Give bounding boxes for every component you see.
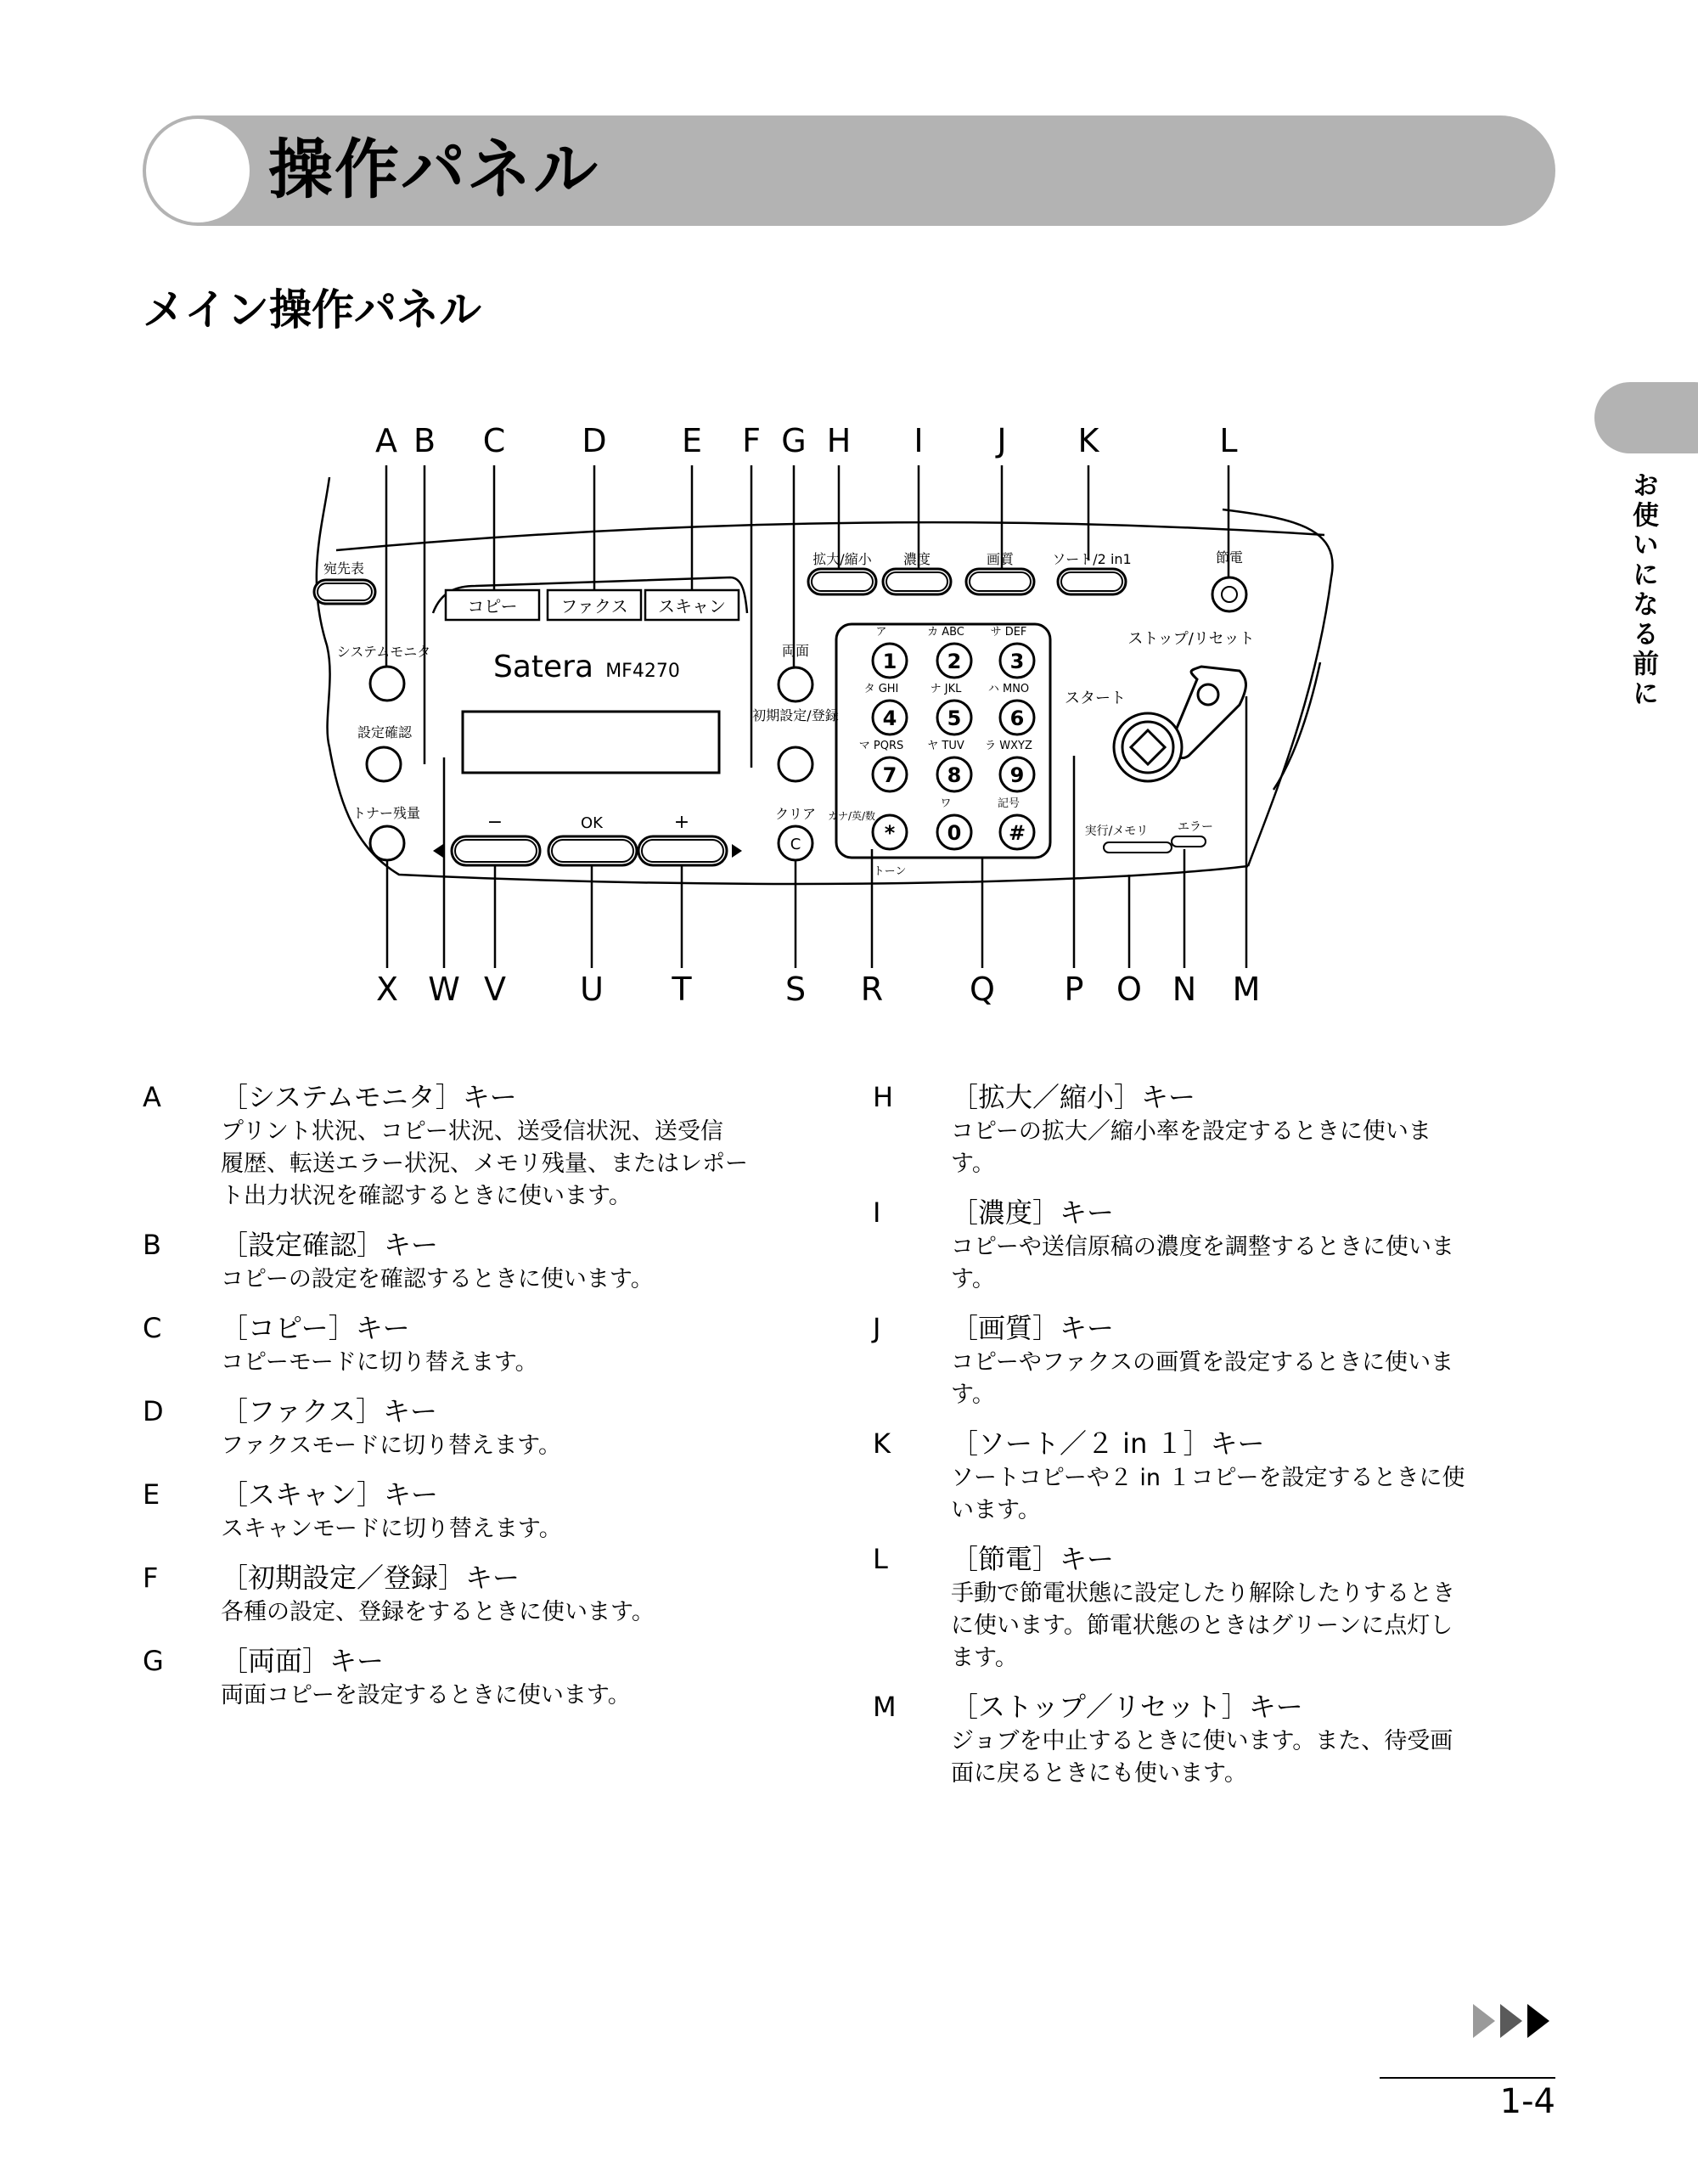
callout-label-q: Q	[970, 971, 995, 1008]
description-text: います。	[951, 1497, 1041, 1523]
keypad-letters-7: ヤ TUV	[927, 740, 964, 752]
system-monitor-label: システムモニタ	[336, 644, 431, 660]
continue-arrows-icon	[1473, 2002, 1558, 2040]
description-text: 手動で節電状態に設定したり解除したりするとき	[951, 1580, 1455, 1607]
keypad-letters-5: ハ MNO	[987, 683, 1030, 695]
page-number: 1-4	[1499, 2082, 1555, 2121]
callout-label-j: J	[997, 422, 1007, 459]
description-key-name: ［濃度］キー	[951, 1196, 1115, 1229]
description-item	[143, 1559, 839, 1629]
description-text: 履歴、転送エラー状況、メモリ残量、またはレポー	[221, 1151, 748, 1177]
kana-label: カナ/英/数	[827, 810, 876, 822]
stop-reset-key	[1198, 684, 1218, 705]
keypad-digit-1: 2	[947, 650, 962, 673]
keypad-digit-6: 7	[882, 763, 897, 787]
error-indicator	[1172, 836, 1206, 847]
initial-settings-label: 初期設定/登録	[752, 707, 839, 723]
description-text: ト出力状況を確認するときに使います。	[221, 1183, 632, 1209]
description-text: コピーの設定を確認するときに使います。	[221, 1266, 654, 1292]
duplex-label: 両面	[781, 643, 810, 659]
settings-check-key	[367, 747, 401, 781]
callout-label-f: F	[742, 422, 761, 459]
clear-key-glyph: C	[790, 836, 801, 853]
description-item	[143, 1226, 839, 1296]
keypad-letters-4: ナ JKL	[930, 683, 962, 695]
mode-key-label-0: コピー	[467, 596, 518, 616]
mode-key-label-2: スキャン	[658, 596, 726, 616]
callout-label-d: D	[582, 422, 607, 459]
keypad-letters-0: ア	[875, 626, 887, 639]
keypad-letters-6: マ PQRS	[858, 740, 904, 752]
description-letter: B	[143, 1229, 161, 1261]
description-key-name: ［システムモニタ］キー	[221, 1081, 517, 1113]
callout-label-r: R	[860, 971, 884, 1008]
top-key-label-3: ソート/2 in1	[1052, 551, 1132, 567]
callout-label-c: C	[482, 422, 506, 459]
processing-memory-indicator	[1104, 842, 1172, 853]
description-text: 各種の設定、登録をするときに使います。	[221, 1599, 655, 1625]
description-key-name: ［節電］キー	[951, 1543, 1115, 1575]
system-monitor-key	[370, 667, 404, 701]
descriptions-right	[873, 1078, 1569, 1804]
keypad-digit-10: 0	[947, 821, 962, 845]
callout-label-u: U	[580, 971, 604, 1008]
description-text: コピーモードに切り替えます。	[221, 1349, 538, 1376]
keypad-digit-3: 4	[882, 706, 897, 730]
description-text: コピーや送信原稿の濃度を調整するときに使いま	[951, 1234, 1454, 1260]
top-key-label-0: 拡大/縮小	[812, 551, 872, 567]
description-letter: J	[873, 1312, 881, 1344]
tone-label: トーン	[873, 865, 907, 878]
description-text: プリント状況、コピー状況、送受信状況、送受信	[221, 1118, 723, 1145]
duplex-key	[779, 667, 812, 701]
description-text: ジョブを中止するときに使います。また、待受画	[951, 1728, 1453, 1754]
description-text: に使います。節電状態のときはグリーンに点灯し	[951, 1613, 1453, 1639]
keypad-digit-4: 5	[947, 706, 962, 730]
clear-label: クリア	[774, 806, 817, 822]
description-letter: K	[873, 1427, 891, 1460]
footer-rule	[1380, 2077, 1555, 2079]
description-key-name: ［スキャン］キー	[221, 1478, 439, 1511]
callout-label-i: I	[914, 422, 924, 459]
keypad-letters-8: ラ WXYZ	[985, 740, 1032, 752]
power-save-label: 節電	[1215, 549, 1244, 566]
keypad-letters-11: 記号	[997, 797, 1020, 810]
nav-ok-label: OK	[581, 814, 603, 832]
description-item	[873, 1688, 1569, 1790]
description-key-name: ［拡大／縮小］キー	[951, 1081, 1196, 1113]
brand-logo: Satera	[492, 650, 594, 684]
nav-plus-label: +	[673, 812, 690, 833]
description-letter: L	[873, 1543, 888, 1575]
description-letter: H	[873, 1081, 894, 1113]
description-item	[143, 1309, 839, 1379]
stop-reset-key-housing	[1174, 667, 1245, 758]
control-panel-diagram	[0, 0, 1698, 1036]
callout-label-b: B	[413, 422, 436, 459]
nav-minus-key	[452, 836, 540, 865]
description-text: コピーの拡大／縮小率を設定するときに使いま	[951, 1118, 1431, 1145]
callout-label-o: O	[1116, 971, 1142, 1008]
stop-reset-label: ストップ/リセット	[1127, 630, 1255, 648]
description-letter: C	[143, 1312, 162, 1344]
nav-minus-label: −	[486, 812, 503, 833]
description-text: 両面コピーを設定するときに使います。	[221, 1682, 631, 1708]
description-key-name: ［両面］キー	[221, 1645, 385, 1677]
description-letter: F	[143, 1562, 159, 1594]
top-key-label-2: 画質	[986, 551, 1015, 567]
description-letter: D	[143, 1395, 164, 1427]
keypad-digit-9: *	[884, 821, 896, 845]
description-item	[873, 1309, 1569, 1411]
keypad-digit-5: 6	[1009, 706, 1025, 730]
description-letter: G	[143, 1645, 164, 1677]
callout-label-e: E	[681, 422, 703, 459]
power-save-key	[1212, 577, 1246, 611]
initial-settings-key	[779, 747, 812, 781]
error-label: エラー	[1178, 820, 1213, 834]
panel-inner-edge	[1274, 662, 1320, 790]
callout-label-w: W	[428, 971, 460, 1008]
callout-label-x: X	[375, 971, 399, 1008]
callout-label-a: A	[375, 422, 397, 459]
description-key-name: ［画質］キー	[951, 1312, 1115, 1344]
description-text: ソートコピーや２ in １コピーを設定するときに使	[951, 1465, 1465, 1491]
description-text: ます。	[951, 1645, 1018, 1671]
keypad-letters-1: カ ABC	[927, 626, 964, 639]
description-item	[873, 1425, 1569, 1527]
nav-right-arrow-icon	[732, 844, 742, 858]
callout-label-l: L	[1219, 422, 1238, 459]
callout-label-t: T	[672, 971, 692, 1008]
mode-key-label-1: ファクス	[560, 596, 628, 616]
panel-top-edge	[336, 522, 1324, 550]
description-text: す。	[951, 1266, 995, 1292]
description-text: コピーやファクスの画質を設定するときに使いま	[951, 1349, 1454, 1376]
description-key-name: ［初期設定／登録］キー	[221, 1562, 520, 1594]
callout-label-p: P	[1064, 971, 1084, 1008]
keypad-digit-11: #	[1008, 821, 1026, 845]
description-item	[143, 1078, 839, 1213]
nav-left-arrow-icon	[433, 844, 443, 858]
start-label: スタート	[1065, 690, 1126, 707]
description-text: スキャンモードに切り替えます。	[221, 1516, 562, 1542]
descriptions-left	[143, 1078, 839, 1725]
toner-key	[370, 826, 404, 860]
callout-label-g: G	[781, 422, 807, 459]
section-title: メイン操作パネル	[143, 285, 481, 335]
description-letter: I	[873, 1196, 881, 1229]
processing-memory-label: 実行/メモリ	[1084, 825, 1149, 838]
description-key-name: ［ソート／２ in １］キー	[951, 1427, 1265, 1460]
address-book-label: 宛先表	[323, 560, 365, 577]
callout-label-m: M	[1232, 971, 1261, 1008]
description-item	[873, 1194, 1569, 1296]
keypad-letters-3: タ GHI	[863, 683, 899, 695]
lcd-display	[463, 712, 719, 773]
description-text: す。	[951, 1151, 995, 1177]
keypad-digit-7: 8	[947, 763, 962, 787]
description-item	[143, 1642, 839, 1712]
description-item	[873, 1078, 1569, 1180]
description-item	[873, 1540, 1569, 1675]
description-key-name: ［ストップ／リセット］キー	[951, 1691, 1303, 1723]
side-tab-label: お使いになる前に	[1628, 471, 1658, 709]
callout-label-s: S	[784, 971, 807, 1008]
description-key-name: ［ファクス］キー	[221, 1395, 438, 1427]
top-key-label-1: 濃度	[902, 551, 931, 567]
description-letter: A	[143, 1081, 161, 1113]
description-letter: M	[873, 1691, 897, 1723]
keypad-digit-0: 1	[882, 650, 897, 673]
description-text: す。	[951, 1382, 995, 1408]
callout-label-h: H	[826, 422, 852, 459]
keypad-letters-10: ワ	[940, 797, 952, 810]
description-key-name: ［設定確認］キー	[221, 1229, 439, 1261]
description-letter: E	[143, 1478, 160, 1511]
keypad-letters-2: サ DEF	[990, 626, 1027, 639]
nav-plus-key	[638, 836, 727, 865]
description-text: ファクスモードに切り替えます。	[221, 1433, 561, 1459]
toner-label: トナー残量	[351, 805, 421, 821]
model-name: MF4270	[605, 661, 680, 682]
nav-ok-key	[548, 836, 637, 865]
callout-label-n: N	[1172, 971, 1197, 1008]
description-text: 面に戻るときにも使います。	[951, 1760, 1247, 1787]
description-item	[143, 1476, 839, 1545]
callout-label-k: K	[1077, 422, 1099, 459]
callout-label-v: V	[484, 971, 506, 1008]
description-key-name: ［コピー］キー	[221, 1312, 410, 1344]
description-item	[143, 1393, 839, 1462]
keypad-digit-2: 3	[1009, 650, 1025, 673]
settings-check-label: 設定確認	[357, 724, 413, 740]
page-title: 操作パネル	[268, 132, 599, 207]
keypad-digit-8: 9	[1009, 763, 1025, 787]
